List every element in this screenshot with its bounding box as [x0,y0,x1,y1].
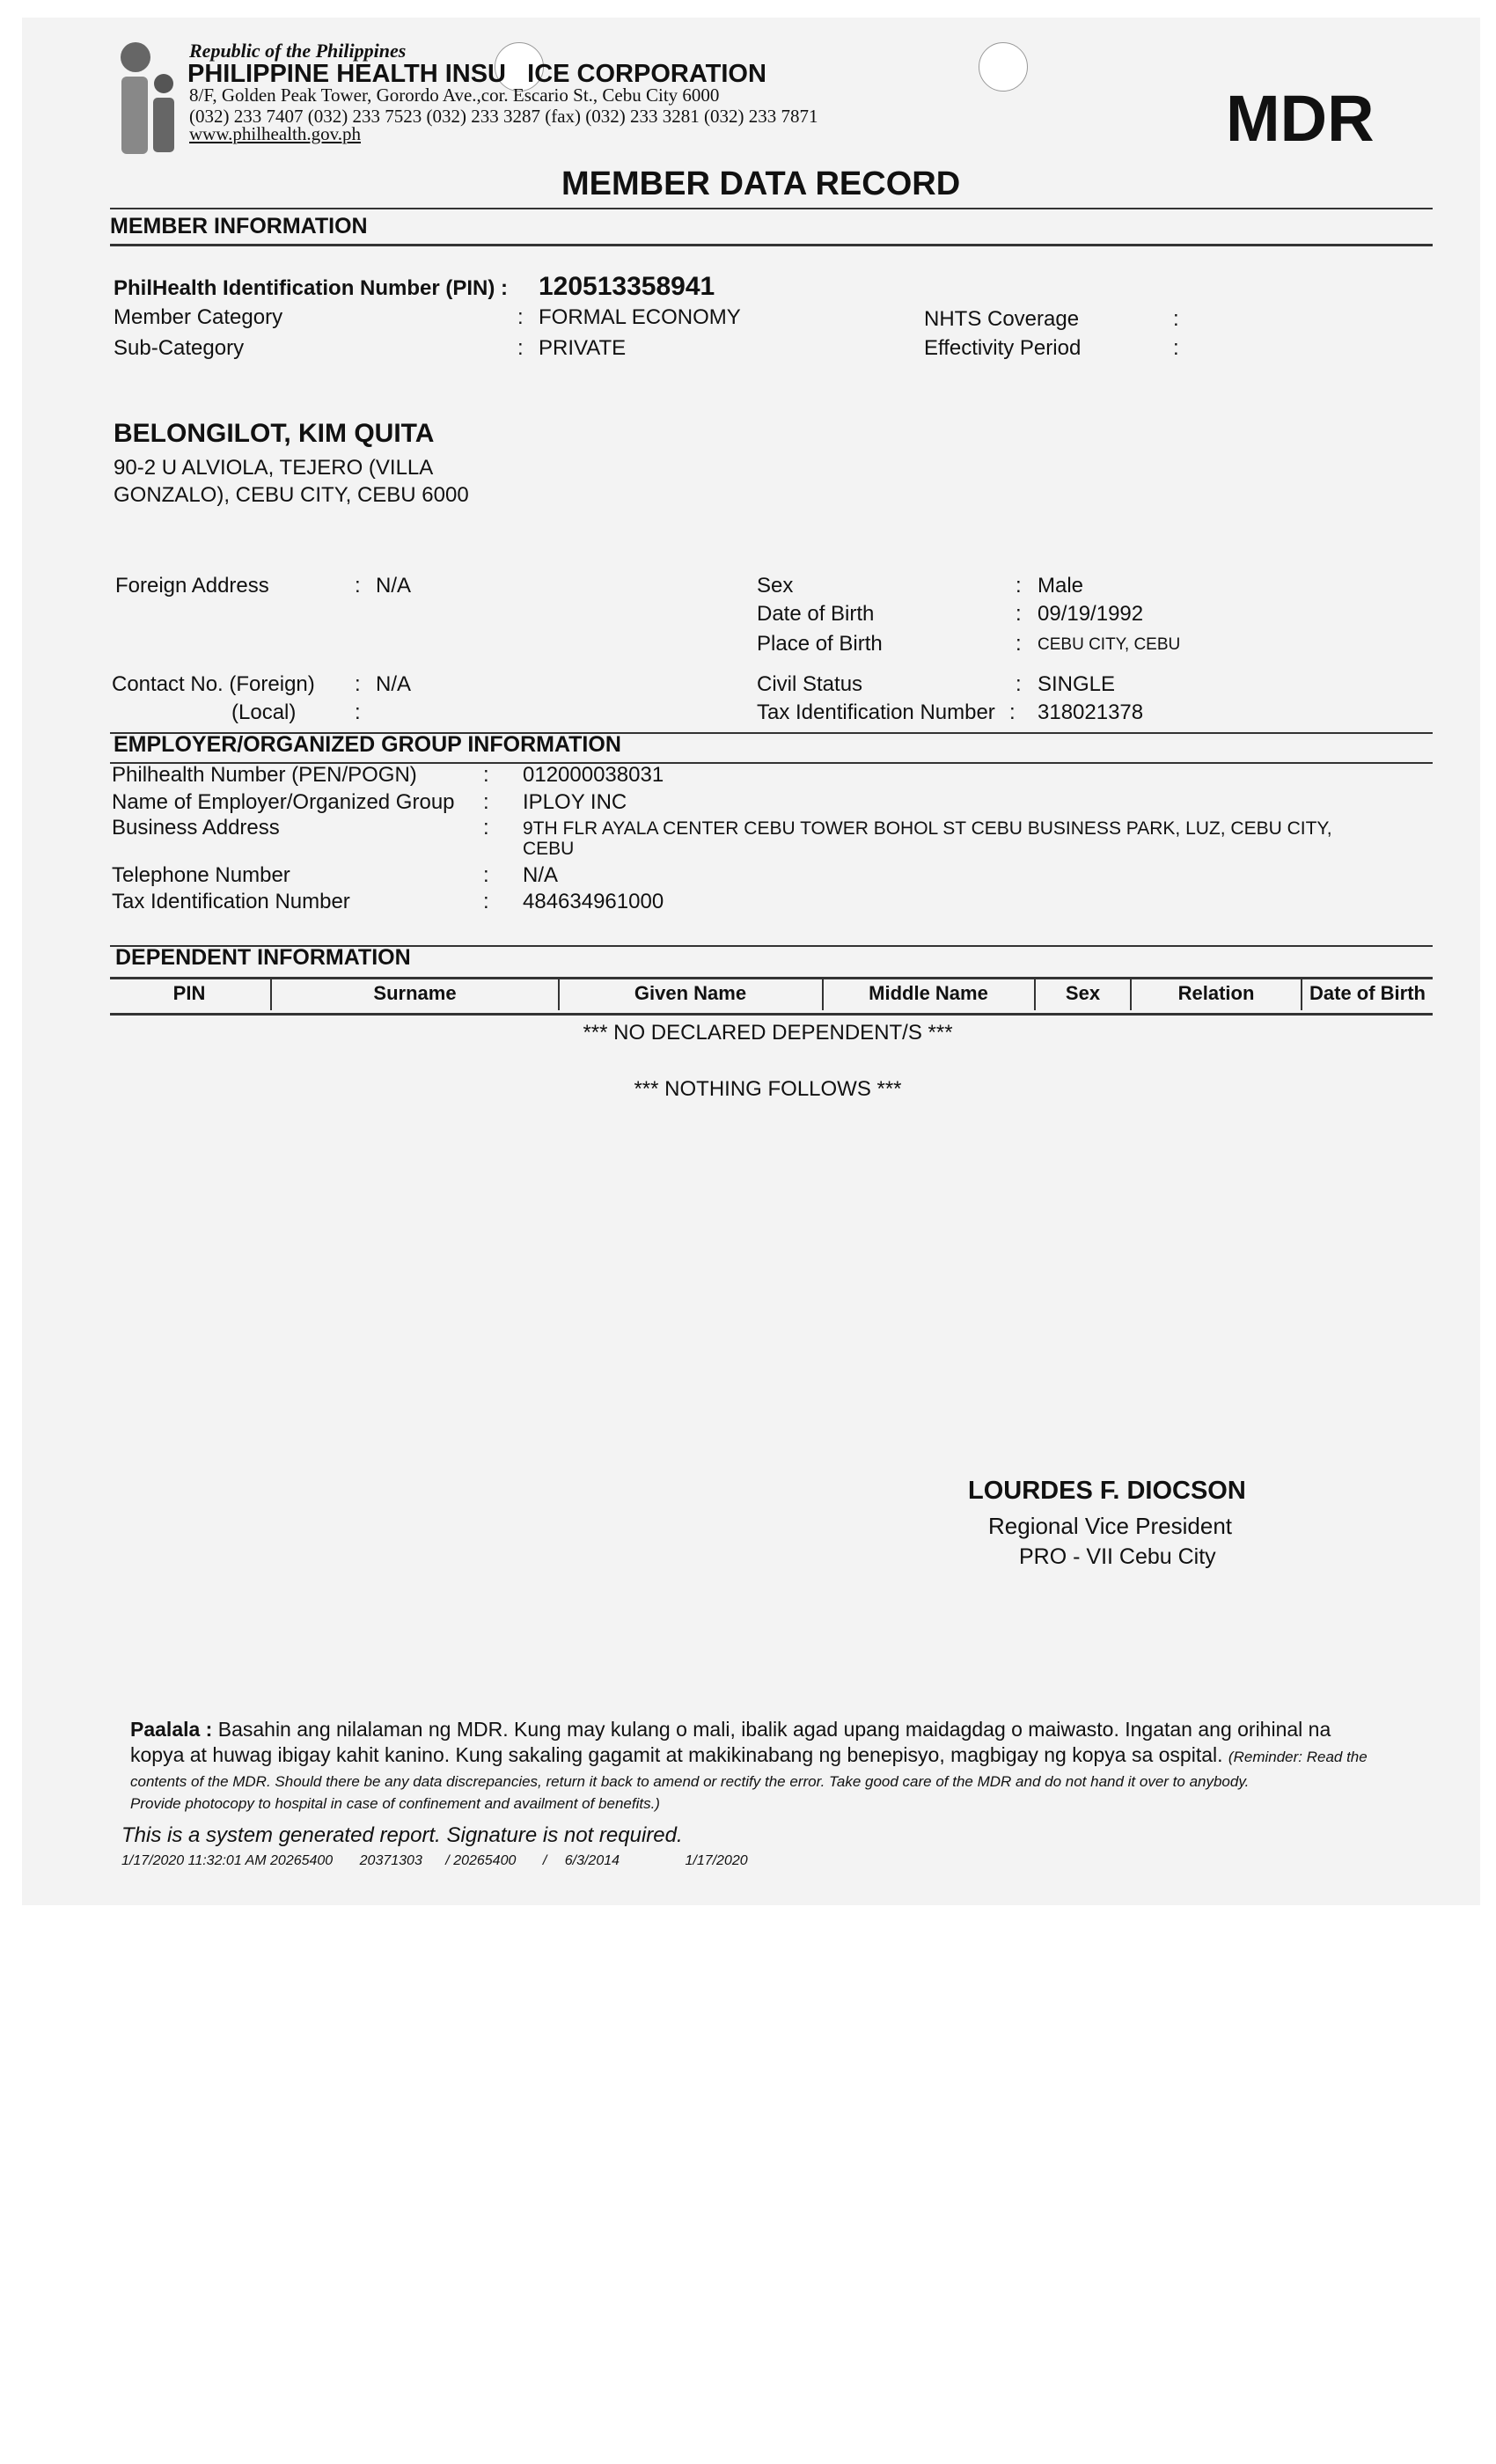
pen-label: Philhealth Number (PEN/POGN) [112,763,417,787]
reminder-english3: Provide photocopy to hospital in case of confinement and availment of benefits.) [130,1795,660,1812]
business-address-label: Business Address [112,816,280,840]
mdr-badge: MDR [1226,82,1375,155]
signatory-name: LOURDES F. DIOCSON [968,1477,1246,1505]
business-address-line1: 9TH FLR AYALA CENTER CEBU TOWER BOHOL ST CEBU BUSINESS PARK, LUZ, CEBU CITY, [523,818,1332,839]
reminder-line2: kopya at huwag ibigay kahit kanino. Kung sakaling gagamit at makikinabang ng benepisyo, magbigay ng kopya sa ospital. (Reminder: Read the [130,1743,1368,1766]
dob-value: 09/19/1992 [1038,602,1144,626]
pin-label: PhilHealth Identification Number (PIN) : [114,276,509,300]
org-address: 8/F, Golden Peak Tower, Gorordo Ave.,cor. Escario St., Cebu City 6000 [189,84,720,106]
telephone-label: Telephone Number [112,863,290,887]
pin-value: 120513358941 [539,272,715,301]
member-address-line1: 90-2 U ALVIOLA, TEJERO (VILLA [114,456,434,480]
reminder-english2: contents of the MDR. Should there be any data discrepancies, return it back to amend or rectify the error. Take good care of the MDR and do not hand it over to anybody. [130,1773,1250,1790]
business-address-line2: CEBU [523,839,575,859]
republic-text: Republic of the Philippines [189,40,407,62]
org-name: PHILIPPINE HEALTH INSU ICE CORPORATION [187,60,766,88]
no-dependents-message: *** NO DECLARED DEPENDENT/S *** [583,1021,953,1045]
system-note: This is a system generated report. Signature is not required. [121,1823,683,1847]
col-pin: PIN [172,982,206,1004]
dob-label: Date of Birth [757,602,875,626]
page-title: MEMBER DATA RECORD [561,165,961,202]
org-phones: (032) 233 7407 (032) 233 7523 (032) 233 3287 (fax) (032) 233 3281 (032) 233 7871 [189,106,818,127]
col-middle-name: Middle Name [869,982,988,1004]
category-label: Member Category [114,305,283,329]
sex-value: Male [1038,574,1084,598]
reminder-label: Paalala : [130,1718,213,1741]
employer-name-label: Name of Employer/Organized Group [112,790,455,814]
sex-label: Sex [757,574,794,598]
col-sex: Sex [1065,982,1101,1004]
signatory-office: PRO - VII Cebu City [1019,1544,1216,1569]
table-header-bottom [110,1013,1433,1016]
philhealth-logo [116,40,182,158]
nhts-label: NHTS Coverage [924,307,1080,331]
telephone-value: N/A [523,863,559,887]
employer-name-value: IPLOY INC [523,790,627,814]
col-relation: Relation [1177,982,1255,1004]
signatory-title: Regional Vice President [988,1513,1233,1539]
member-tin-label: Tax Identification Number [757,700,995,724]
subcategory-label: Sub-Category [114,336,245,360]
website-link[interactable]: www.philhealth.gov.ph [189,123,361,144]
member-address-line2: GONZALO), CEBU CITY, CEBU 6000 [114,483,469,507]
member-tin-value: 318021378 [1038,700,1144,724]
col-surname: Surname [373,982,457,1004]
subcategory-value: PRIVATE [539,336,627,360]
punch-hole [979,42,1028,92]
effectivity-label: Effectivity Period [924,336,1082,360]
nothing-follows: *** NOTHING FOLLOWS *** [634,1077,902,1101]
section-dependent-info: DEPENDENT INFORMATION [115,945,411,970]
civil-status-value: SINGLE [1038,672,1116,696]
divider [110,244,1433,246]
member-name: BELONGILOT, KIM QUITA [114,419,435,448]
footer-meta: 1/17/2020 11:32:01 AM 20265400 20371303 / 20265400 / 6/3/2014 1/17/2020 [121,1853,748,1868]
col-date-of-birth: Date of Birth [1309,982,1426,1004]
pob-value: CEBU CITY, CEBU [1038,635,1181,654]
reminder-line1: Paalala : Basahin ang nilalaman ng MDR. Kung may kulang o mali, ibalik agad upang maidagdag o maiwasto. Ingatan ang orihinal na [130,1718,1331,1741]
foreign-address-label: Foreign Address [115,574,269,598]
table-header-top [110,977,1433,979]
employer-tin-value: 484634961000 [523,890,664,913]
section-employer-info: EMPLOYER/ORGANIZED GROUP INFORMATION [114,732,621,757]
contact-local-label: (Local) [231,700,297,724]
pen-value: 012000038031 [523,763,664,787]
foreign-address-value: N/A [376,574,412,598]
civil-status-label: Civil Status [757,672,863,696]
col-given-name: Given Name [634,982,747,1004]
divider [110,208,1433,209]
employer-tin-label: Tax Identification Number [112,890,350,913]
category-value: FORMAL ECONOMY [539,305,741,329]
contact-foreign-label: Contact No. (Foreign) [112,672,315,696]
pob-label: Place of Birth [757,632,883,656]
contact-foreign-value: N/A [376,672,412,696]
section-member-info: MEMBER INFORMATION [110,214,368,238]
